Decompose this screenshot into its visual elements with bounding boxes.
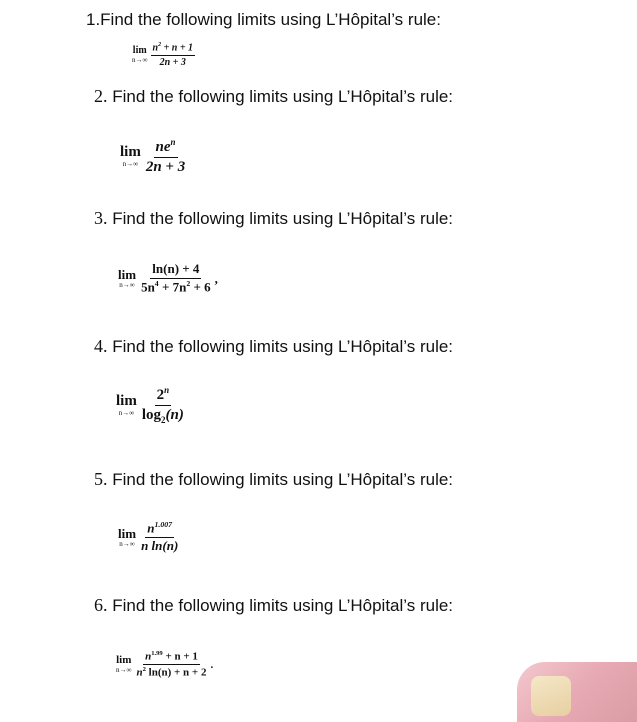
denominator: n ln(n) [141,538,179,554]
fraction [139,262,213,295]
trailing-period: . [210,658,214,671]
problem-3-expression [118,262,218,295]
problem-2-expression [120,137,187,177]
denominator: $5n^4 + 7n^2 + 6$ [141,278,211,295]
thumbnail-image [531,676,571,716]
limit-operator: lim n→∞ [118,526,137,549]
denominator: 2n + 3 [145,159,186,176]
numerator: $n^{1.007}$ [145,521,174,538]
limit-operator: lim n→∞ [120,144,141,169]
limit-operator: lim n→∞ [116,654,132,675]
limit-operator: lim n→∞ [116,392,137,417]
problem-1-expression [132,42,195,68]
fraction [140,385,186,426]
problem-3-heading: 3. Find the following limits using L’Hôpital’s rule: [94,208,454,228]
problem-6-heading: 6. Find the following limits using L’Hôpital’s rule: [94,595,454,615]
problem-4-expression [116,385,186,426]
problem-5-heading: 5. Find the following limits using L’Hôpital’s rule: [94,469,454,489]
problem-6-expression [116,650,213,680]
trailing-comma: , [214,270,218,286]
fraction [151,42,196,68]
overlay-thumbnail [517,662,637,722]
limit-operator: lim n→∞ [132,45,148,65]
numerator: $n^2 + n + 1$ [151,42,196,56]
problem-4-heading: 4. Find the following limits using L’Hôpital’s rule: [94,336,454,356]
problem-5-expression [118,521,180,554]
problem-2-heading: 2. Find the following limits using L’Hôpital’s rule: [94,86,454,106]
denominator: $\log_2(n)$ [141,407,184,426]
problem-1-heading: 1.Find the following limits using L’Hôpital’s rule: [86,10,441,29]
fraction [135,650,209,680]
denominator: $n^2$ ln(n) + n + 2 [136,666,207,679]
fraction [144,137,187,177]
numerator: ln(n) + 4 [150,262,201,279]
numerator: 2$^n$ [155,385,172,406]
numerator: $ne^n$ [154,137,178,158]
fraction [139,521,180,554]
denominator: 2n + 3 [159,56,186,68]
limit-operator: lim n→∞ [118,267,137,290]
numerator: $n^{1.99} + n + 1$ [143,650,200,665]
